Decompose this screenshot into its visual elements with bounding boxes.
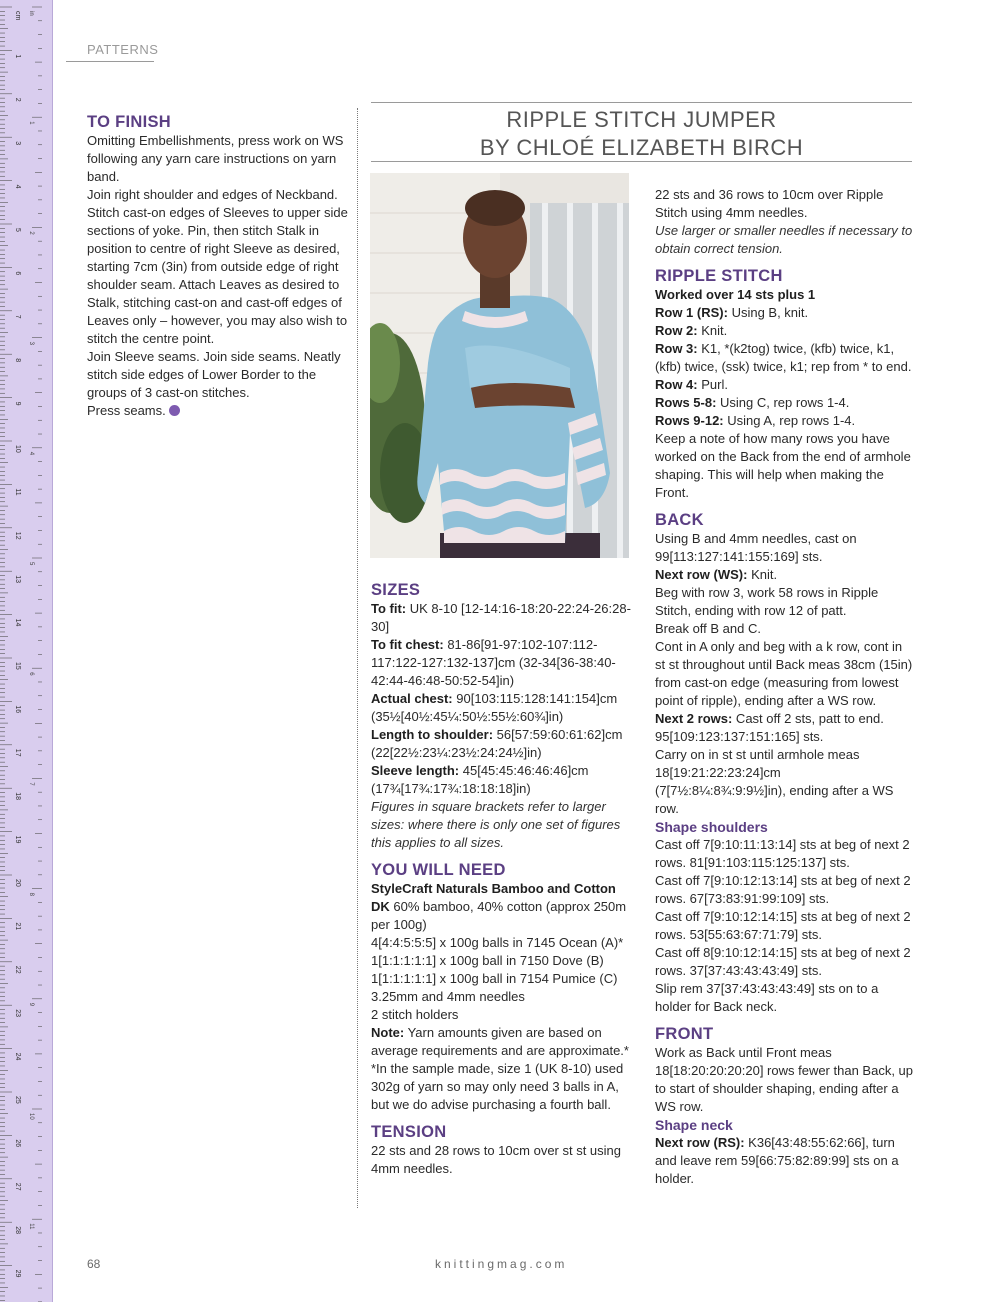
tension-note-text: Use larger or smaller needles if necessary to obtain correct tension.	[655, 223, 913, 256]
ruler-cm-label: 26	[14, 1139, 21, 1148]
ruler-cm-label: 1	[14, 54, 21, 59]
ripple-row-4-label: Row 4:	[655, 377, 698, 392]
ruler-cm-label: 9	[14, 401, 21, 406]
ripple-row-6-text: Using A, rep rows 1-4.	[723, 413, 856, 428]
sizes-actual-chest	[371, 690, 633, 726]
to-finish-heading: TO FINISH	[87, 113, 171, 131]
ruler-inch-label: in	[28, 11, 34, 16]
ruler-cm-label: 6	[14, 271, 21, 276]
back-next-row	[655, 566, 913, 584]
sizes-to-fit-value: UK 8-10 [12-14:16-18:20-22:24-26:28-30]	[371, 601, 631, 634]
ruler-cm-label: 3	[14, 141, 21, 146]
to-finish-para-4	[87, 402, 349, 420]
ruler-inch-label: 4	[28, 451, 34, 456]
to-finish-para-1: Omitting Embellishments, press work on WS following any yarn care instructions on yarn band.	[87, 133, 344, 184]
title-line-2: BY CHLOÉ ELIZABETH BIRCH	[479, 135, 804, 160]
ruler-cm-label: 11	[14, 488, 21, 496]
to-finish-para-2: Join right shoulder and edges of Neckband. Stitch cast-on edges of Sleeves to upper side sections of yoke. Pin, then stitch Stalk in position to centre of right Sleeve as desired, starting 7cm (3in) from outside edge of right shoulder seam. Attach Leaves as desired to Stalk, stitching cast-on and cast-off edges of Leaves only – however, you may also wish to stitch the centre point.	[87, 187, 348, 346]
ripple-note: Keep a note of how many rows you have worked on the Back from the end of armhole shaping. This will help when making the Front.	[655, 431, 911, 500]
sizes-sleeve	[371, 762, 633, 798]
ruler-cm-label: 20	[14, 879, 21, 887]
ruler-cm-label: 14	[14, 618, 21, 627]
website-url: knittingmag.com	[435, 1257, 568, 1271]
pattern-title	[371, 106, 912, 162]
ruler-inch-label: 6	[28, 672, 34, 676]
ruler-inch-label: 3	[28, 341, 34, 345]
ruler-cm-label: 24	[14, 1052, 21, 1061]
back-para-5: Carry on in st st until armhole meas 18[19:21:22:23:24]cm (7[7½:8¼:8¾:9:9½]in), ending after a WS row.	[655, 747, 894, 816]
ruler-cm-label: 29	[14, 1269, 21, 1278]
ripple-row-3	[655, 340, 913, 376]
ruler-cm-label: 5	[14, 228, 21, 232]
ripple-row-3-label: Row 3:	[655, 341, 698, 356]
ripple-row-4-text: Purl.	[697, 377, 728, 392]
shoulders-line-2: Cast off 7[9:10:12:13:14] sts at beg of next 2 rows. 67[73:83:91:99:109] sts.	[655, 873, 911, 906]
ruler-cm-label: cm	[14, 11, 21, 21]
to-finish-para-4-text: Press seams.	[87, 403, 166, 418]
back-next-2-rows-label: Next 2 rows:	[655, 711, 733, 726]
back-para-4: Cont in A only and beg with a k row, cont in st st throughout until Back meas 38cm (15in) from cast-on edge (measuring from lowest point of ripple), ending after a WS row.	[655, 639, 913, 708]
ruler-cm-label: 7	[14, 314, 21, 319]
back-para-1: Using B and 4mm needles, cast on 99[113:127:141:155:169] sts.	[655, 531, 857, 564]
ruler-inch-label: 11	[28, 1223, 34, 1230]
need-line-4: 3.25mm and 4mm needles	[371, 989, 525, 1004]
back-next-2-rows-text: Cast off 2 sts, patt to end. 95[109:123:137:151:165] sts.	[655, 711, 884, 744]
ruler-cm-label: 23	[14, 1009, 21, 1017]
need-note-label: Note:	[371, 1025, 405, 1040]
ripple-worked	[655, 286, 913, 304]
ripple-row-4	[655, 376, 913, 394]
back-next-2-rows	[655, 710, 913, 746]
ruler-cm-label: 12	[14, 531, 21, 540]
ruler-cm-label: 19	[14, 835, 21, 844]
knitted-jumper-model-photo	[370, 173, 629, 558]
title-rule-bottom	[371, 161, 912, 162]
section-rule	[66, 61, 154, 62]
ruler-inch-label: 10	[28, 1113, 34, 1120]
need-note	[371, 1024, 633, 1060]
ruler-cm-label: 17	[14, 748, 21, 757]
sizes-sleeve-value: 45[45:45:46:46:46]cm (17¾[17¾:17¾:18:18:18]in)	[371, 763, 589, 796]
sizes-actual-chest-value: 90[103:115:128:141:154]cm (35½[40½:45¼:50½:55½:60¾]in)	[371, 691, 618, 724]
ruler-cm-label: 25	[14, 1096, 21, 1104]
shape-shoulders-heading: Shape shoulders	[655, 819, 768, 835]
sizes-note-text: Figures in square brackets refer to larger sizes: where there is only one set of figures this applies to all sizes.	[371, 799, 621, 850]
back-next-row-text: Knit.	[747, 567, 778, 582]
back-para-2: Beg with row 3, work 58 rows in Ripple Stitch, ending with row 12 of patt.	[655, 585, 879, 618]
sizes-sleeve-label: Sleeve length:	[371, 763, 460, 778]
shoulders-line-1: Cast off 7[9:10:11:13:14] sts at beg of next 2 rows. 81[91:103:115:125:137] sts.	[655, 837, 910, 870]
back-para-3: Break off B and C.	[655, 621, 761, 636]
ruler-cm-label: 2	[14, 97, 21, 102]
yarn-fibre: 60% bamboo, 40% cotton (approx 250m per 100g)	[371, 899, 627, 932]
sizes-note	[371, 798, 633, 852]
front-heading: FRONT	[655, 1025, 714, 1043]
ripple-row-2-label: Row 2:	[655, 323, 698, 338]
need-line-3: 1[1:1:1:1:1] x 100g ball in 7154 Pumice (C)	[371, 971, 618, 986]
yarn-description	[371, 880, 633, 934]
sizes-to-fit-chest-value: 81-86[91-97:102-107:112-117:122-127:132-137]cm (32-34[36-38:40-42:44-46:48-50:52-54]in)	[371, 637, 616, 688]
title-line-1: RIPPLE STITCH JUMPER	[506, 107, 777, 132]
ripple-row-5-text: Using C, rep rows 1-4.	[716, 395, 850, 410]
ruler-cm-label: 4	[14, 184, 21, 189]
tension-line-1: 22 sts and 28 rows to 10cm over st st using 4mm needles.	[371, 1143, 622, 1176]
title-rule-top	[371, 102, 912, 103]
shoulders-line-4: Cast off 8[9:10:12:14:15] sts at beg of next 2 rows. 37[37:43:43:43:49] sts.	[655, 945, 911, 978]
front-next-row	[655, 1134, 913, 1188]
ripple-row-1	[655, 304, 913, 322]
ruler-cm-label: 10	[14, 445, 21, 453]
you-will-need-heading: YOU WILL NEED	[371, 861, 506, 879]
need-line-1: 4[4:4:5:5:5] x 100g balls in 7145 Ocean (A)*	[371, 935, 624, 950]
ripple-row-6	[655, 412, 913, 430]
shoulders-line-3: Cast off 7[9:10:12:14:15] sts at beg of next 2 rows. 53[55:63:67:71:79] sts.	[655, 909, 911, 942]
to-finish-para-3: Join Sleeve seams. Join side seams. Neatly stitch side edges of Lower Border to the groups of 3 cast-on stitches.	[87, 349, 341, 400]
sizes-to-fit-label: To fit:	[371, 601, 407, 616]
to-finish-column	[87, 112, 349, 420]
back-heading: BACK	[655, 511, 704, 529]
ruler-cm-label: 21	[14, 922, 21, 931]
ripple-row-1-text: Using B, knit.	[727, 305, 809, 320]
ruler-cm-label: 18	[14, 792, 21, 800]
ripple-worked-text: Worked over 14 sts plus 1	[655, 287, 816, 302]
sizes-length-label: Length to shoulder:	[371, 727, 494, 742]
need-line-2: 1[1:1:1:1:1] x 100g ball in 7150 Dove (B)	[371, 953, 604, 968]
tension-heading: TENSION	[371, 1123, 447, 1141]
ripple-row-6-label: Rows 9-12:	[655, 413, 724, 428]
back-next-row-label: Next row (WS):	[655, 567, 748, 582]
ripple-row-3-text: K1, *(k2tog) twice, (kfb) twice, k1, (kfb) twice, (ssk) twice, k1; rep from * to end.	[655, 341, 912, 374]
ripple-row-5-label: Rows 5-8:	[655, 395, 717, 410]
ruler-inch-label: 7	[28, 782, 34, 786]
ripple-heading: RIPPLE STITCH	[655, 267, 783, 285]
middle-column	[371, 580, 633, 1178]
ruler-cm-label: 27	[14, 1182, 21, 1191]
need-note-text: Yarn amounts given are based on average requirements and are approximate.*	[371, 1025, 629, 1058]
page-number: 68	[87, 1257, 101, 1271]
front-para-1: Work as Back until Front meas 18[18:20:20:20:20] rows fewer than Back, up to start of shoulder shaping, ending after a WS row.	[655, 1045, 914, 1114]
sizes-to-fit	[371, 600, 633, 636]
front-next-row-label: Next row (RS):	[655, 1135, 745, 1150]
ruler-cm-label: 15	[14, 662, 21, 670]
sizes-length-value: 56[57:59:60:61:62]cm (22[22½:23¼:23½:24:24½]in)	[371, 727, 623, 760]
yarn-name: StyleCraft Naturals Bamboo and Cotton DK	[371, 881, 616, 914]
sizes-to-fit-chest	[371, 636, 633, 690]
section-label: PATTERNS	[87, 42, 159, 57]
column-divider	[357, 108, 358, 1208]
ruler-ticks	[0, 0, 52, 1302]
ruler-cm-label: 16	[14, 705, 21, 714]
ripple-row-5	[655, 394, 913, 412]
sizes-heading: SIZES	[371, 581, 421, 599]
front-next-row-text: K36[43:48:55:62:66], turn and leave rem 59[66:75:82:89:99] sts on a holder.	[655, 1135, 899, 1186]
sizes-actual-chest-label: Actual chest:	[371, 691, 453, 706]
ruler-inch-label: 9	[28, 1002, 34, 1007]
measuring-ruler	[0, 0, 53, 1302]
ruler-inch-label: 1	[28, 121, 34, 125]
ruler-cm-label: 13	[14, 575, 21, 583]
tension-note	[655, 222, 913, 258]
ripple-row-1-label: Row 1 (RS):	[655, 305, 728, 320]
ruler-cm-label: 8	[14, 358, 21, 363]
ripple-row-2-text: Knit.	[697, 323, 728, 338]
sizes-to-fit-chest-label: To fit chest:	[371, 637, 444, 652]
ruler-inch-label: 2	[28, 231, 34, 235]
ruler-inch-label: 5	[28, 562, 34, 566]
tension-line-2: 22 sts and 36 rows to 10cm over Ripple Stitch using 4mm needles.	[655, 187, 884, 220]
sizes-length	[371, 726, 633, 762]
ripple-row-2	[655, 322, 913, 340]
ruler-cm-label: 22	[14, 965, 21, 974]
shoulders-line-5: Slip rem 37[37:43:43:43:49] sts on to a holder for Back neck.	[655, 981, 879, 1014]
yarn-ball-icon	[169, 405, 180, 416]
right-column	[655, 186, 913, 1188]
ruler-inch-label: 8	[28, 892, 34, 896]
need-line-5: 2 stitch holders	[371, 1007, 459, 1022]
shape-neck-heading: Shape neck	[655, 1117, 733, 1133]
ruler-cm-label: 28	[14, 1226, 21, 1234]
need-footnote: *In the sample made, size 1 (UK 8-10) used 302g of yarn so may only need 3 balls in A, but we do advise purchasing a fourth ball.	[371, 1061, 624, 1112]
